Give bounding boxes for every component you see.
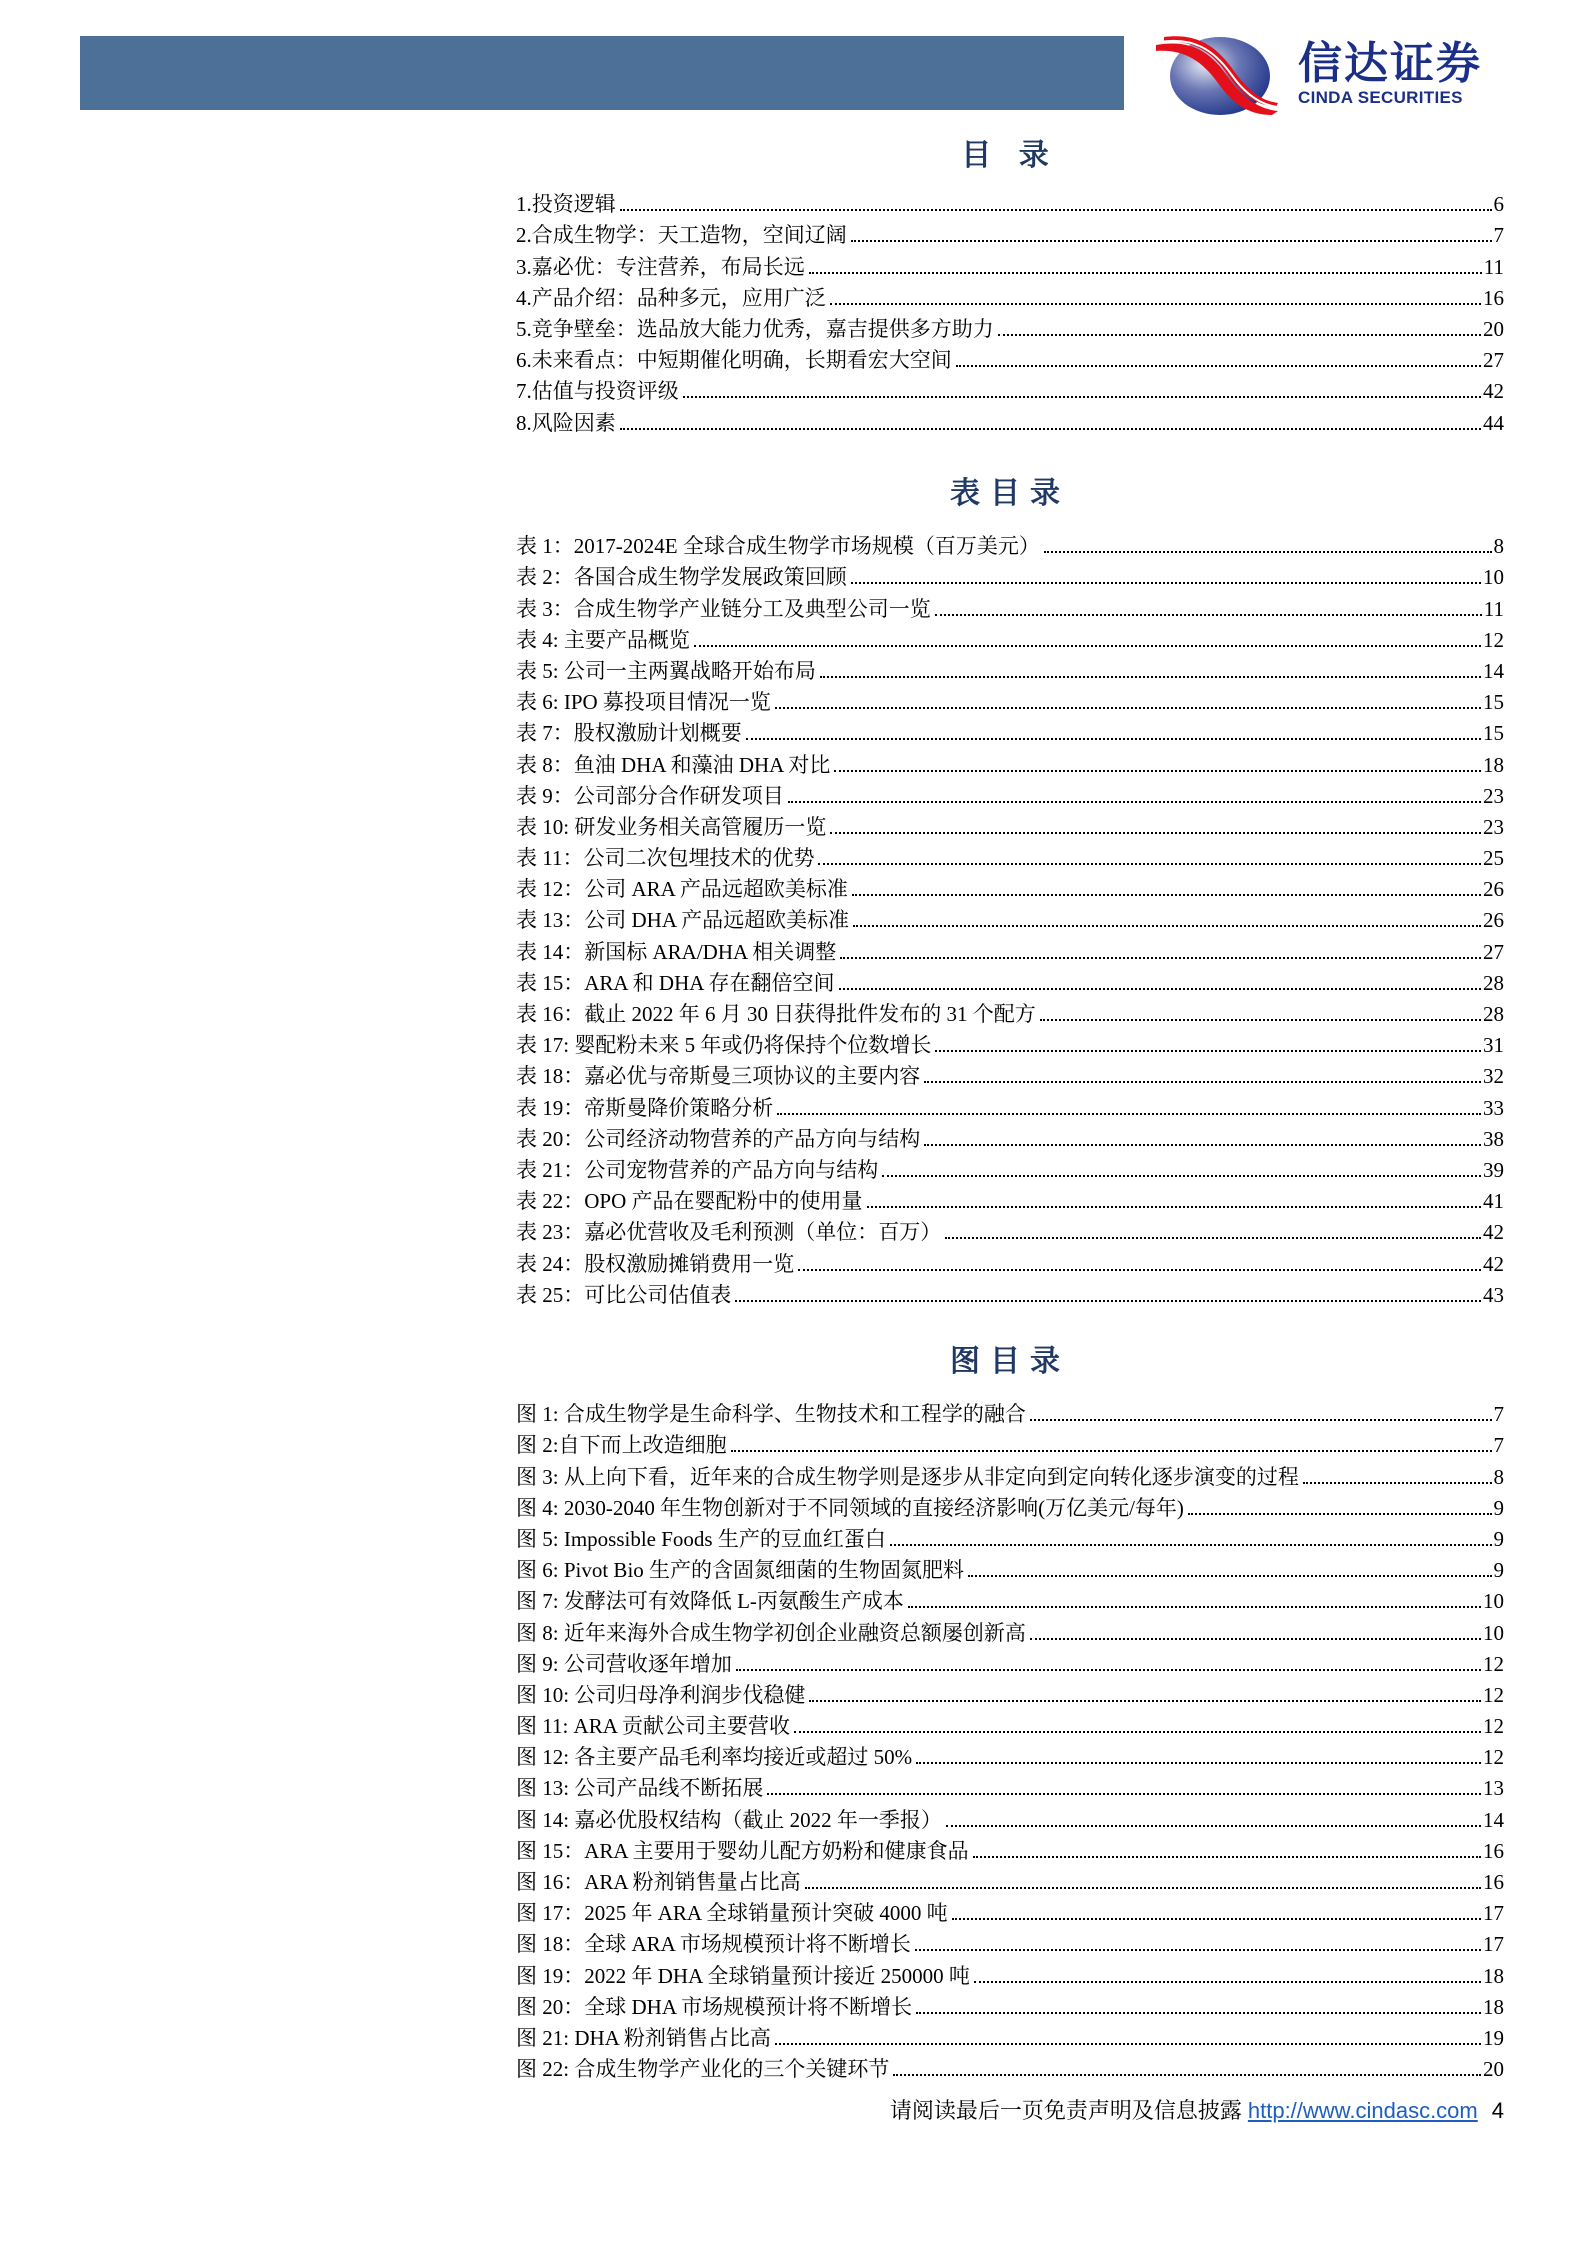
toc-item-page: 14 (1483, 1807, 1504, 1832)
toc-item-label: 表 23：嘉必优营收及毛利预测（单位：百万） (516, 1220, 942, 1245)
dot-leader (935, 1050, 1481, 1052)
toc-item-page: 28 (1483, 970, 1504, 995)
dot-leader (882, 1175, 1481, 1177)
toc-item-page: 12 (1483, 1714, 1504, 1739)
toc-item-page: 7 (1493, 1433, 1504, 1458)
dot-leader (731, 1450, 1492, 1452)
logo-chinese-name: 信达证券 (1298, 38, 1482, 89)
dot-leader (798, 1269, 1481, 1271)
table-entry[interactable] (516, 933, 1504, 964)
dot-leader (1044, 551, 1492, 553)
toc-item-label: 图 22: 合成生物学产业化的三个关键环节 (516, 2057, 890, 2082)
dot-leader (775, 2043, 1481, 2045)
toc-item-label: 表 24：股权激励摊销费用一览 (516, 1251, 795, 1276)
table-entry[interactable] (516, 1121, 1504, 1152)
toc-item-page: 18 (1483, 1963, 1504, 1988)
dot-leader (1030, 1419, 1492, 1421)
toc-item-page: 20 (1483, 2057, 1504, 2082)
figure-entry[interactable] (516, 1646, 1504, 1677)
toc-item-label: 1.投资逻辑 (516, 192, 616, 217)
figures-list (516, 1396, 1504, 2082)
dot-leader (908, 1606, 1481, 1608)
dot-leader (788, 801, 1481, 803)
toc-item-label: 表 21：公司宠物营养的产品方向与结构 (516, 1157, 879, 1182)
toc-item-page: 26 (1483, 877, 1504, 902)
dot-leader (1040, 1019, 1481, 1021)
figure-entry[interactable] (516, 1895, 1504, 1926)
toc-item-label: 图 4: 2030-2040 年生物创新对于不同领域的直接经济影响(万亿美元/每年) (516, 1495, 1184, 1520)
toc-item-page: 33 (1483, 1095, 1504, 1120)
toc-item-page: 38 (1483, 1126, 1504, 1151)
dot-leader (853, 925, 1481, 927)
dot-leader (767, 1793, 1481, 1795)
dot-leader (952, 1918, 1481, 1920)
toc-item-label: 图 6: Pivot Bio 生产的含固氮细菌的生物固氮肥料 (516, 1558, 965, 1583)
figure-entry[interactable] (516, 1614, 1504, 1645)
toc-item-label: 图 3: 从上向下看，近年来的合成生物学则是逐步从非定向到定向转化逐步演变的过程 (516, 1464, 1299, 1489)
toc-item-page: 27 (1483, 939, 1504, 964)
figures-section (516, 1342, 1504, 2082)
toc-item-page: 9 (1493, 1558, 1504, 1583)
toc-item-page: 19 (1483, 2025, 1504, 2050)
tables-list (516, 528, 1504, 1308)
toc-item-label: 表 2：各国合成生物学发展政策回顾 (516, 565, 847, 590)
contents-section (516, 136, 1504, 436)
figure-entry[interactable] (516, 1739, 1504, 1770)
toc-item-page: 7 (1493, 223, 1504, 248)
contents-item[interactable] (516, 311, 1504, 342)
toc-item-label: 图 10: 公司归母净利润步伐稳健 (516, 1682, 806, 1707)
table-entry[interactable] (516, 622, 1504, 653)
table-entry[interactable] (516, 778, 1504, 809)
toc-item-page: 12 (1483, 1651, 1504, 1676)
toc-item-label: 图 9: 公司营收逐年增加 (516, 1651, 732, 1676)
table-entry[interactable] (516, 653, 1504, 684)
table-entry[interactable] (516, 715, 1504, 746)
toc-item-page: 16 (1483, 1838, 1504, 1863)
toc-item-page: 14 (1483, 658, 1504, 683)
figure-entry[interactable] (516, 1801, 1504, 1832)
dot-leader (805, 1887, 1481, 1889)
toc-item-label: 表 20：公司经济动物营养的产品方向与结构 (516, 1126, 921, 1151)
figure-entry[interactable] (516, 1490, 1504, 1521)
table-entry[interactable] (516, 1214, 1504, 1245)
toc-item-label: 图 19：2022 年 DHA 全球销量预计接近 250000 吨 (516, 1963, 970, 1988)
table-entry[interactable] (516, 1277, 1504, 1308)
table-entry[interactable] (516, 528, 1504, 559)
toc-item-page: 17 (1483, 1901, 1504, 1926)
dot-leader (820, 676, 1481, 678)
toc-item-page: 7 (1493, 1402, 1504, 1427)
table-entry[interactable] (516, 840, 1504, 871)
toc-item-label: 表 13：公司 DHA 产品远超欧美标准 (516, 908, 850, 933)
table-entry[interactable] (516, 965, 1504, 996)
toc-item-page: 41 (1483, 1189, 1504, 1214)
figure-entry[interactable] (516, 2020, 1504, 2051)
toc-item-label: 图 8: 近年来海外合成生物学初创企业融资总额屡创新高 (516, 1620, 1026, 1645)
toc-item-label: 表 17: 婴配粉未来 5 年或仍将保持个位数增长 (516, 1033, 932, 1058)
toc-item-page: 10 (1483, 1620, 1504, 1645)
toc-item-label: 表 8：鱼油 DHA 和藻油 DHA 对比 (516, 752, 831, 777)
dot-leader (916, 1762, 1481, 1764)
dot-leader (840, 957, 1481, 959)
toc-item-label: 3.嘉必优：专注营养，布局长远 (516, 254, 805, 279)
toc-item-page: 27 (1483, 348, 1504, 373)
dot-leader (620, 209, 1492, 211)
dot-leader (890, 1544, 1492, 1546)
toc-item-label: 表 9：公司部分合作研发项目 (516, 783, 784, 808)
toc-item-label: 图 20：全球 DHA 市场规模预计将不断增长 (516, 1994, 913, 2019)
toc-item-page: 11 (1483, 254, 1504, 279)
toc-item-page: 10 (1483, 565, 1504, 590)
toc-item-page: 9 (1493, 1526, 1504, 1551)
toc-item-label: 8.风险因素 (516, 410, 616, 435)
toc-item-label: 7.估值与投资评级 (516, 379, 679, 404)
toc-item-label: 表 14：新国标 ARA/DHA 相关调整 (516, 939, 837, 964)
dot-leader (968, 1575, 1491, 1577)
toc-item-label: 表 4: 主要产品概览 (516, 627, 690, 652)
logo-english-name: CINDA SECURITIES (1298, 88, 1463, 107)
contents-item[interactable] (516, 342, 1504, 373)
toc-item-label: 图 21: DHA 粉剂销售占比高 (516, 2025, 771, 2050)
table-entry[interactable] (516, 590, 1504, 621)
toc-item-label: 表 18：嘉必优与帝斯曼三项协议的主要内容 (516, 1064, 921, 1089)
table-entry[interactable] (516, 996, 1504, 1027)
table-entry[interactable] (516, 1152, 1504, 1183)
toc-item-label: 图 7: 发酵法可有效降低 L-丙氨酸生产成本 (516, 1589, 904, 1614)
contents-item[interactable] (516, 248, 1504, 279)
table-entry[interactable] (516, 809, 1504, 840)
toc-item-label: 4.产品介绍：品种多元，应用广泛 (516, 285, 826, 310)
dot-leader (830, 832, 1481, 834)
figure-entry[interactable] (516, 1583, 1504, 1614)
toc-item-page: 32 (1483, 1064, 1504, 1089)
figure-entry[interactable] (516, 1552, 1504, 1583)
toc-item-label: 图 14: 嘉必优股权结构（截止 2022 年一季报） (516, 1807, 942, 1832)
toc-item-label: 表 5: 公司一主两翼战略开始布局 (516, 658, 816, 683)
toc-item-page: 12 (1483, 1682, 1504, 1707)
header-bar (80, 36, 1124, 110)
toc-item-page: 23 (1483, 814, 1504, 839)
table-entry[interactable] (516, 871, 1504, 902)
dot-leader (736, 1669, 1481, 1671)
toc-item-page: 31 (1483, 1033, 1504, 1058)
contents-item[interactable] (516, 217, 1504, 248)
toc-item-page: 8 (1493, 534, 1504, 559)
dot-leader (746, 738, 1481, 740)
dot-leader (946, 1825, 1481, 1827)
toc-item-page: 8 (1493, 1464, 1504, 1489)
toc-item-page: 23 (1483, 783, 1504, 808)
toc-item-page: 44 (1483, 410, 1504, 435)
toc-item-label: 表 7：股权激励计划概要 (516, 721, 742, 746)
toc-item-label: 图 5: Impossible Foods 生产的豆血红蛋白 (516, 1526, 886, 1551)
table-entry[interactable] (516, 902, 1504, 933)
dot-leader (735, 1300, 1481, 1302)
toc-item-label: 5.竞争壁垒：选品放大能力优秀，嘉吉提供多方助力 (516, 316, 994, 341)
table-entry[interactable] (516, 1183, 1504, 1214)
dot-leader (1030, 1638, 1481, 1640)
toc-item-page: 18 (1483, 752, 1504, 777)
toc-item-label: 表 22：OPO 产品在婴配粉中的使用量 (516, 1189, 863, 1214)
dot-leader (777, 1113, 1481, 1115)
dot-leader (893, 2074, 1481, 2076)
dot-leader (775, 707, 1481, 709)
toc-item-label: 6.未来看点：中短期催化明确，长期看宏大空间 (516, 348, 952, 373)
figure-entry[interactable] (516, 1521, 1504, 1552)
toc-item-page: 10 (1483, 1589, 1504, 1614)
dot-leader (1303, 1482, 1492, 1484)
toc-item-page: 15 (1483, 721, 1504, 746)
toc-item-page: 15 (1483, 690, 1504, 715)
dot-leader (924, 1144, 1481, 1146)
toc-item-page: 42 (1483, 1251, 1504, 1276)
dot-leader (924, 1081, 1481, 1083)
figure-entry[interactable] (516, 1427, 1504, 1458)
toc-item-label: 表 12：公司 ARA 产品远超欧美标准 (516, 877, 848, 902)
tables-title: 表目录 (950, 477, 1070, 510)
dot-leader (915, 1949, 1481, 1951)
dot-leader (867, 1206, 1481, 1208)
toc-item-page: 42 (1483, 379, 1504, 404)
dot-leader (851, 240, 1492, 242)
dot-leader (818, 863, 1481, 865)
table-entry[interactable] (516, 684, 1504, 715)
toc-item-label: 表 25：可比公司估值表 (516, 1282, 732, 1307)
toc-item-label: 表 10: 研发业务相关高管履历一览 (516, 814, 827, 839)
toc-item-page: 16 (1483, 285, 1504, 310)
toc-item-page: 18 (1483, 1994, 1504, 2019)
dot-leader (956, 365, 1481, 367)
dot-leader (916, 2012, 1481, 2014)
cinda-logo-icon (1150, 31, 1280, 117)
dot-leader (974, 1981, 1481, 1983)
website-link[interactable]: http://www.cindasc.com (1247, 2098, 1478, 2123)
toc-item-label: 2.合成生物学：天工造物，空间辽阔 (516, 223, 847, 248)
figure-entry[interactable] (516, 1926, 1504, 1957)
table-entry[interactable] (516, 746, 1504, 777)
figure-entry[interactable] (516, 1677, 1504, 1708)
dot-leader (851, 582, 1481, 584)
dot-leader (830, 303, 1481, 305)
toc-item-page: 26 (1483, 908, 1504, 933)
toc-item-page: 39 (1483, 1157, 1504, 1182)
contents-item[interactable] (516, 404, 1504, 435)
toc-item-page: 25 (1483, 846, 1504, 871)
toc-item-label: 表 19：帝斯曼降价策略分析 (516, 1095, 774, 1120)
toc-item-page: 17 (1483, 1932, 1504, 1957)
contents-list (516, 186, 1504, 436)
table-entry[interactable] (516, 1089, 1504, 1120)
figure-entry[interactable] (516, 1396, 1504, 1427)
dot-leader (998, 334, 1481, 336)
toc-item-label: 图 12: 各主要产品毛利率均接近或超过 50% (516, 1745, 913, 1770)
dot-leader (1188, 1513, 1492, 1515)
toc-item-label: 图 15：ARA 主要用于婴幼儿配方奶粉和健康食品 (516, 1838, 969, 1863)
page-footer (810, 2094, 1504, 2125)
table-entry[interactable] (516, 1058, 1504, 1089)
dot-leader (794, 1731, 1481, 1733)
figure-entry[interactable] (516, 2051, 1504, 2082)
dot-leader (852, 894, 1481, 896)
dot-leader (973, 1856, 1481, 1858)
toc-item-label: 表 3：合成生物学产业链分工及典型公司一览 (516, 596, 931, 621)
dot-leader (834, 770, 1481, 772)
contents-item[interactable] (516, 280, 1504, 311)
dot-leader (839, 988, 1481, 990)
dot-leader (620, 428, 1481, 430)
toc-item-label: 图 13: 公司产品线不断拓展 (516, 1776, 764, 1801)
toc-item-label: 图 18：全球 ARA 市场规模预计将不断增长 (516, 1932, 911, 1957)
toc-item-page: 12 (1483, 1745, 1504, 1770)
toc-item-page: 16 (1483, 1870, 1504, 1894)
toc-item-label: 表 15：ARA 和 DHA 存在翻倍空间 (516, 970, 835, 995)
figure-entry[interactable] (516, 1458, 1504, 1489)
toc-item-label: 表 1：2017-2024E 全球合成生物学市场规模（百万美元） (516, 534, 1040, 559)
table-entry[interactable] (516, 1027, 1504, 1058)
dot-leader (935, 614, 1482, 616)
dot-leader (945, 1237, 1481, 1239)
figure-entry[interactable] (516, 1989, 1504, 2020)
toc-item-label: 表 11：公司二次包埋技术的优势 (516, 846, 815, 871)
page-number: 4 (1491, 2098, 1504, 2123)
toc-item-page: 12 (1483, 627, 1504, 652)
figures-title: 图目录 (950, 1345, 1070, 1378)
toc-item-label: 图 11: ARA 贡献公司主要营收 (516, 1714, 790, 1739)
toc-item-page: 13 (1483, 1776, 1504, 1801)
toc-item-label: 表 6: IPO 募投项目情况一览 (516, 690, 771, 715)
table-entry[interactable] (516, 559, 1504, 590)
toc-item-label: 图 17：2025 年 ARA 全球销量预计突破 4000 吨 (516, 1901, 948, 1926)
figure-entry[interactable] (516, 1770, 1504, 1801)
toc-item-page: 11 (1483, 596, 1504, 621)
contents-title: 目 录 (961, 139, 1059, 172)
toc-item-label: 图 2:自下而上改造细胞 (516, 1433, 727, 1458)
dot-leader (694, 645, 1481, 647)
toc-item-page: 20 (1483, 316, 1504, 341)
table-entry[interactable] (516, 1245, 1504, 1276)
dot-leader (809, 1700, 1481, 1702)
toc-item-page: 9 (1493, 1495, 1504, 1520)
dot-leader (683, 396, 1481, 398)
toc-item-label: 图 1: 合成生物学是生命科学、生物技术和工程学的融合 (516, 1402, 1026, 1427)
figure-entry[interactable] (516, 1833, 1504, 1864)
figure-entry[interactable] (516, 1864, 1504, 1895)
company-logo (1150, 28, 1540, 120)
toc-item-label: 图 16：ARA 粉剂销售量占比高 (516, 1870, 801, 1894)
tables-section (516, 474, 1504, 1308)
figure-entry[interactable] (516, 1957, 1504, 1988)
toc-item-page: 6 (1493, 192, 1504, 217)
toc-item-page: 42 (1483, 1220, 1504, 1245)
disclaimer-text: 请阅读最后一页免责声明及信息披露 (889, 2098, 1242, 2123)
figure-entry[interactable] (516, 1708, 1504, 1739)
toc-item-page: 28 (1483, 1002, 1504, 1026)
contents-item[interactable] (516, 186, 1504, 217)
toc-item-label: 表 16：截止 2022 年 6 月 30 日获得批件发布的 31 个配方 (516, 1002, 1036, 1026)
toc-item-page: 43 (1483, 1282, 1504, 1307)
contents-item[interactable] (516, 373, 1504, 404)
dot-leader (809, 272, 1482, 274)
